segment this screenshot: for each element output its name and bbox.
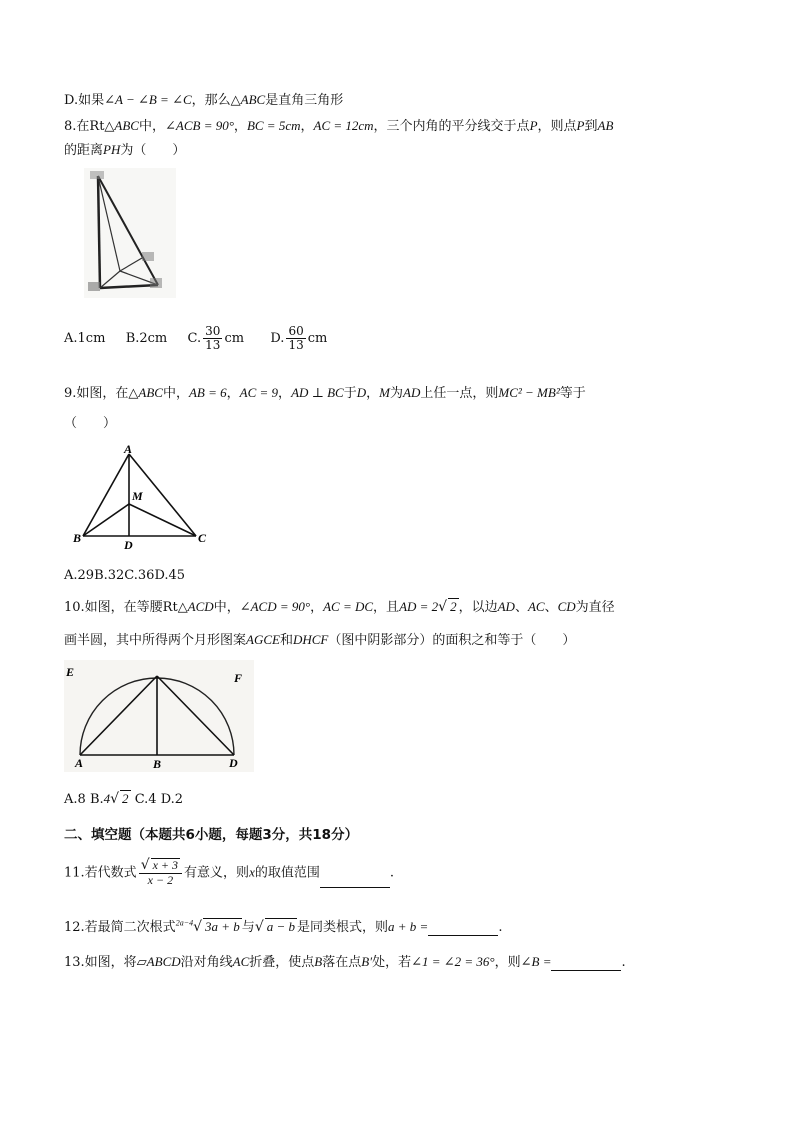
q9-label-d: D bbox=[124, 538, 133, 552]
q8-label-a-smudge bbox=[90, 171, 104, 179]
q8-options bbox=[64, 325, 327, 352]
q8-stem-line1: 8.在Rt△ABC中，∠ACB = 90°，BC = 5cm，AC = 12cm，三个内角的平分线交于点P，则点P到AB bbox=[64, 118, 614, 134]
q8-figure bbox=[84, 168, 176, 298]
q12-stem: 12.若最简二次根式$^{2a-4}$√ 3a + b 与√ a − b 是同类根式，则a + b = . bbox=[64, 918, 503, 935]
q9-side-ab bbox=[83, 454, 129, 536]
q9-options: A.29B.32C.36D.45 bbox=[64, 568, 186, 583]
q8-label-c-smudge bbox=[88, 282, 100, 291]
q9-figure bbox=[70, 442, 210, 552]
q12-answer-blank[interactable] bbox=[428, 923, 498, 936]
section-fill-in-heading: 二、填空题（本题共6小题，每题3分，共18分） bbox=[64, 827, 359, 843]
q11-answer-blank[interactable] bbox=[320, 875, 390, 888]
q10-label-e: E bbox=[66, 665, 75, 679]
q10-label-d: D bbox=[229, 756, 238, 770]
q13-answer-blank[interactable] bbox=[551, 958, 621, 971]
q8-label-h-smudge bbox=[142, 252, 154, 261]
q10-figure bbox=[64, 660, 254, 772]
q9-label-b: B bbox=[73, 531, 82, 545]
q8-option-a: A.1cm bbox=[64, 331, 106, 347]
q10-stem-line1: 10.如图，在等腰Rt△ACD中，∠ACD = 90°，AC = DC，且AD = 2√ 2 ，以边AD、AC、CD为直径 bbox=[64, 599, 615, 615]
q9-segment-mb bbox=[83, 504, 129, 536]
q8-option-c: C. $\frac{30}{13}$ cm bbox=[187, 324, 245, 353]
q8-stem-line2: 的距离PH为（ ） bbox=[64, 142, 186, 158]
q9-label-m: M bbox=[132, 489, 143, 503]
q9-stem-line1: 9.如图，在△ABC中，AB = 6，AC = 9，AD ⊥ BC于D，M为AD上任一点，则MC² − MB²等于 bbox=[64, 385, 586, 401]
q13-stem: 13.如图，将▱ABCD沿对角线AC折叠，使点B落在点B′处，若∠1 = ∠2 = 36°，则∠B = . bbox=[64, 954, 626, 970]
q8-option-b: B.2cm bbox=[125, 331, 168, 347]
q9-label-a: A bbox=[124, 442, 133, 456]
q10-label-a: A bbox=[75, 756, 84, 770]
q7-option-d: D.如果∠A − ∠B = ∠C，那么△ABC是直角三角形 bbox=[64, 92, 344, 108]
q10-label-b: B bbox=[153, 757, 162, 771]
q11-stem: 11.若代数式 $\frac{√ x + 3}{x - 2}$ 有意义，则x的取值范围 . bbox=[64, 857, 394, 888]
q9-segment-mc bbox=[129, 504, 196, 536]
q9-answer-paren: （ ） bbox=[64, 416, 117, 431]
q8-option-d: D. $\frac{60}{13}$ cm bbox=[270, 324, 328, 353]
q10-options: A.8 B.4√ 2 C.4 D.2 bbox=[64, 791, 184, 807]
q10-stem-line2: 画半圆，其中所得两个月形图案AGCE和DHCF（图中阴影部分）的面积之和等于（ ） bbox=[64, 632, 576, 648]
q10-label-f: F bbox=[234, 671, 243, 685]
q9-label-c: C bbox=[198, 531, 207, 545]
q8-label-b-smudge bbox=[150, 278, 162, 288]
